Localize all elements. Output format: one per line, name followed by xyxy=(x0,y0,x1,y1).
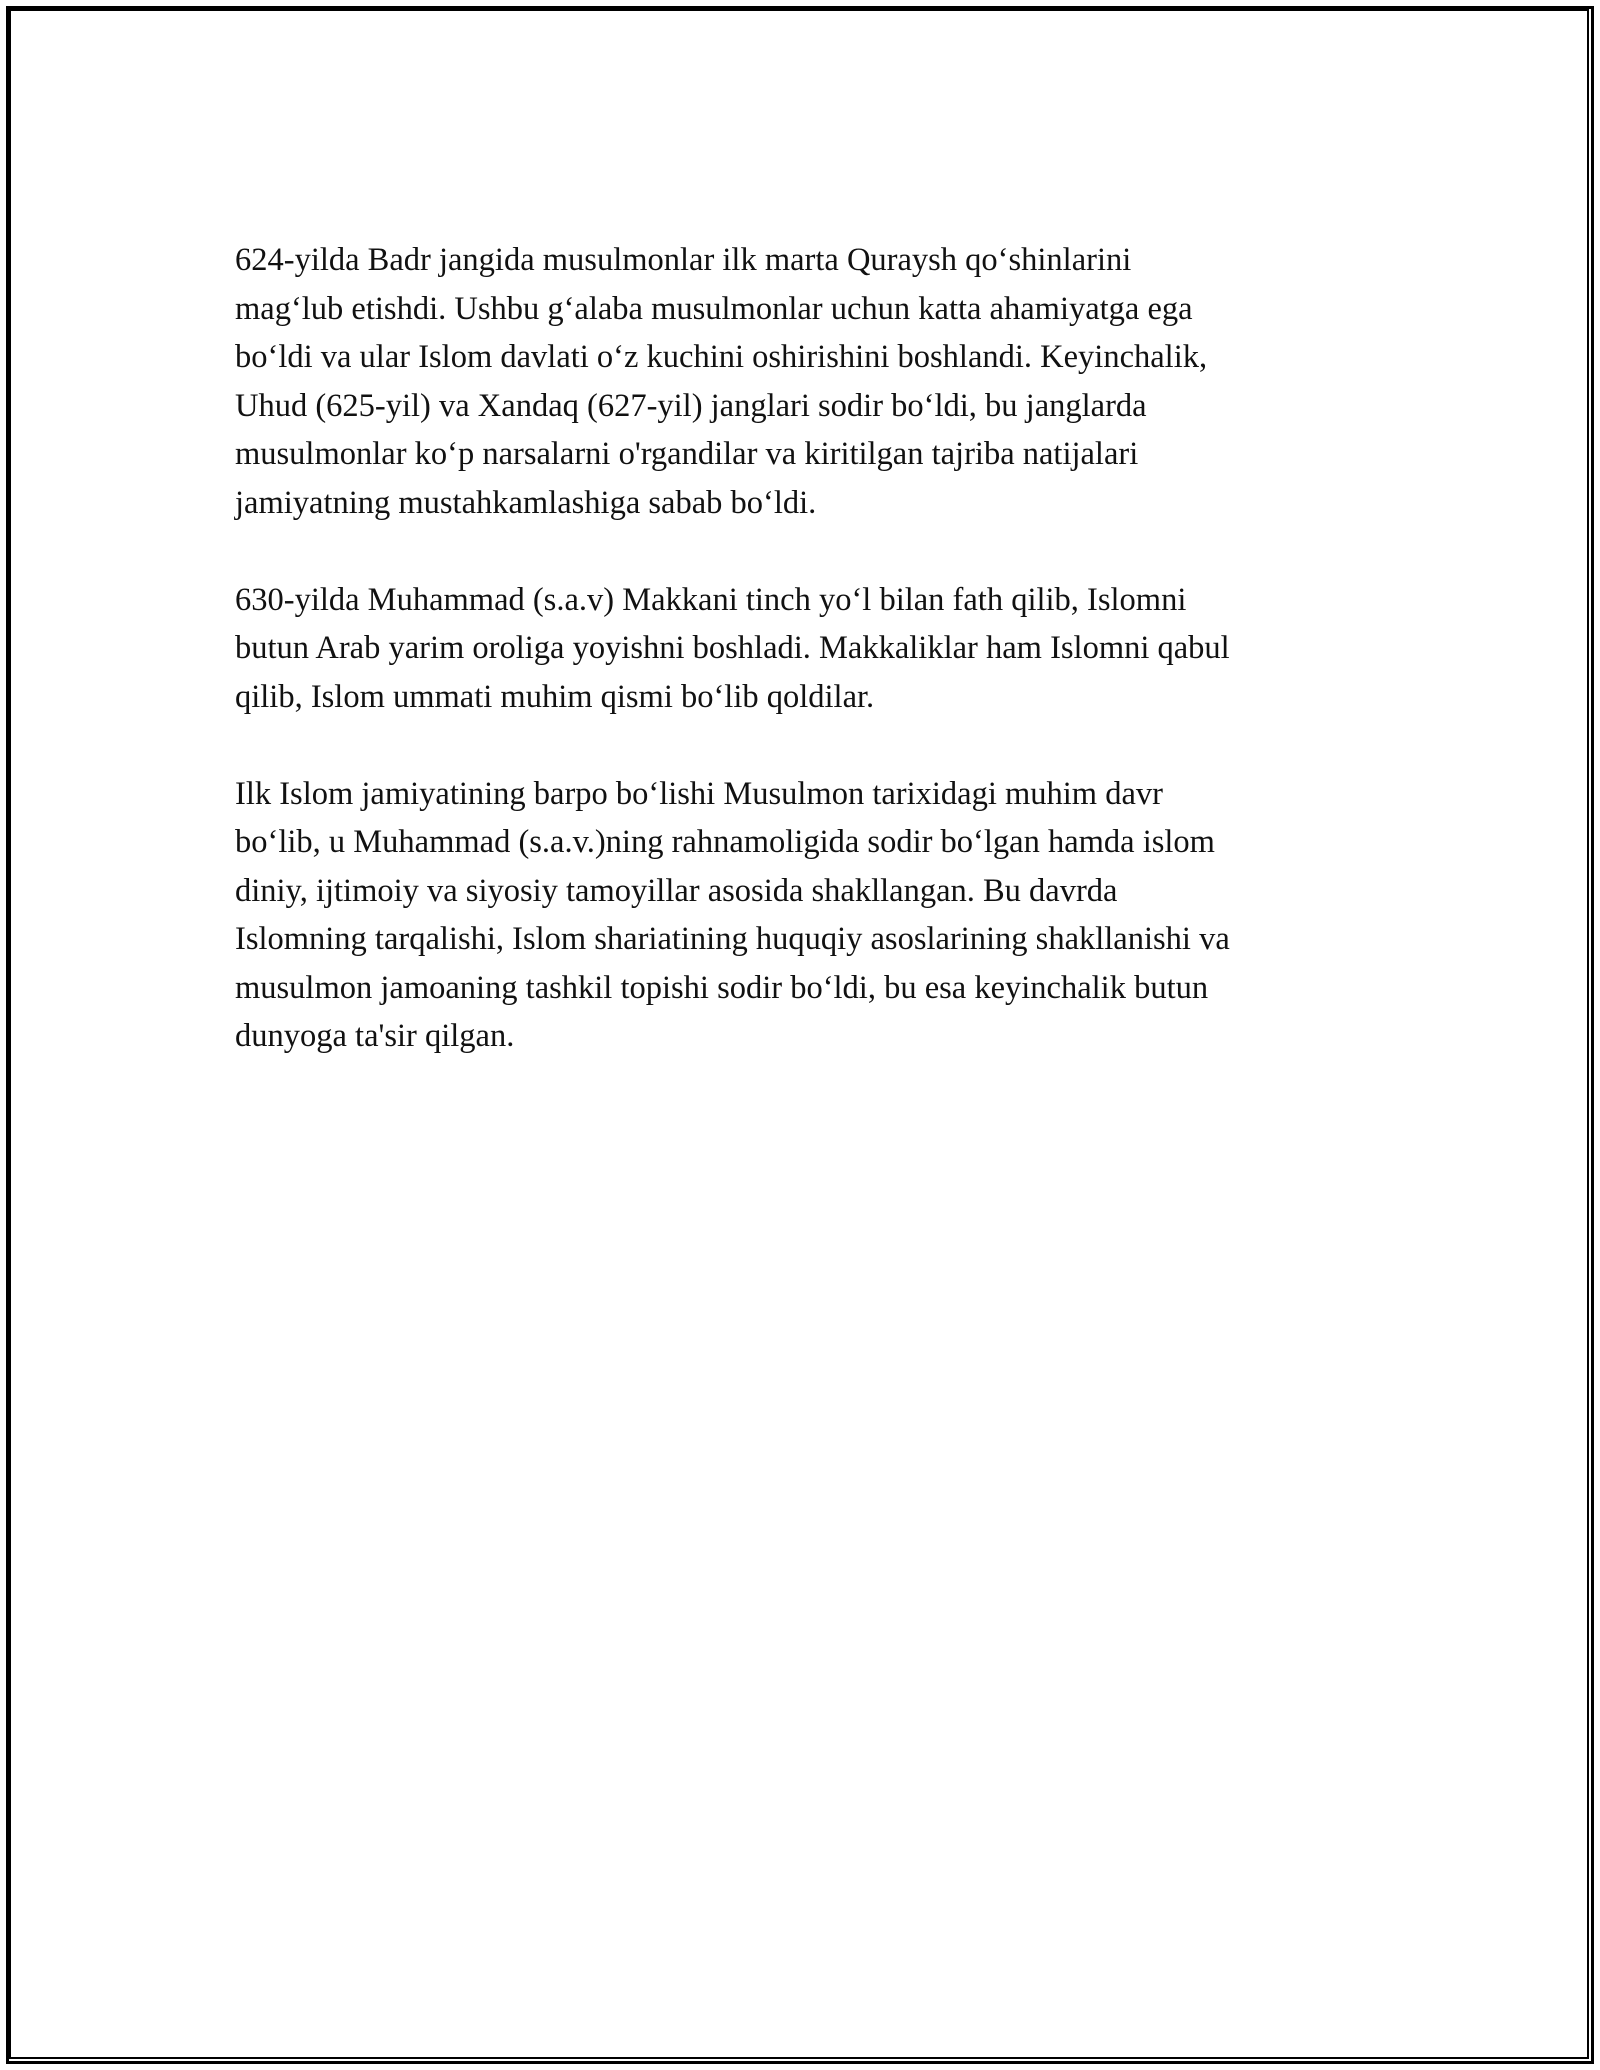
text-line: mag‘lub etishdi. Ushbu g‘alaba musulmonlar uchun katta ahamiyatga ega xyxy=(235,290,1193,327)
text-line: 624-yilda Badr jangida musulmonlar ilk marta Quraysh qo‘shinlarini xyxy=(235,242,1132,278)
paragraph-3 xyxy=(235,770,1385,1061)
text-line: musulmonlar ko‘p narsalarni o'rgandilar va kiritilgan tajriba natijalari xyxy=(235,436,1139,472)
text-line: butun Arab yarim oroliga yoyishni boshladi. Makkaliklar ham Islomni qabul xyxy=(235,630,1230,666)
text-line: Islomning tarqalishi, Islom shariatining huquqiy asoslarining shakllanishi va xyxy=(235,921,1230,957)
text-line: jamiyatning mustahkamlashiga sabab bo‘ldi. xyxy=(235,484,817,521)
paragraph-1 xyxy=(235,236,1385,527)
text-line: dunyoga ta'sir qilgan. xyxy=(235,1018,515,1054)
text-line: musulmon jamoaning tashkil topishi sodir bo‘ldi, bu esa keyinchalik butun xyxy=(235,969,1209,1006)
text-line: Ilk Islom jamiyatining barpo bo‘lishi Musulmon tarixidagi muhim davr xyxy=(235,775,1163,812)
paragraph-2 xyxy=(235,576,1385,722)
text-line: 630-yilda Muhammad (s.a.v) Makkani tinch yo‘l bilan fath qilib, Islomni xyxy=(235,581,1187,618)
text-line: Uhud (625-yil) va Xandaq (627-yil) janglari sodir bo‘ldi, bu janglarda xyxy=(235,387,1147,424)
text-line: bo‘ldi va ular Islom davlati o‘z kuchini oshirishini boshlandi. Keyinchalik, xyxy=(235,339,1208,375)
text-line: bo‘lib, u Muhammad (s.a.v.)ning rahnamoligida sodir bo‘lgan hamda islom xyxy=(235,824,1215,860)
document-body xyxy=(235,236,1385,1109)
text-line: qilib, Islom ummati muhim qismi bo‘lib qoldilar. xyxy=(235,678,875,715)
text-line: diniy, ijtimoiy va siyosiy tamoyillar asosida shakllangan. Bu davrda xyxy=(235,872,1118,909)
